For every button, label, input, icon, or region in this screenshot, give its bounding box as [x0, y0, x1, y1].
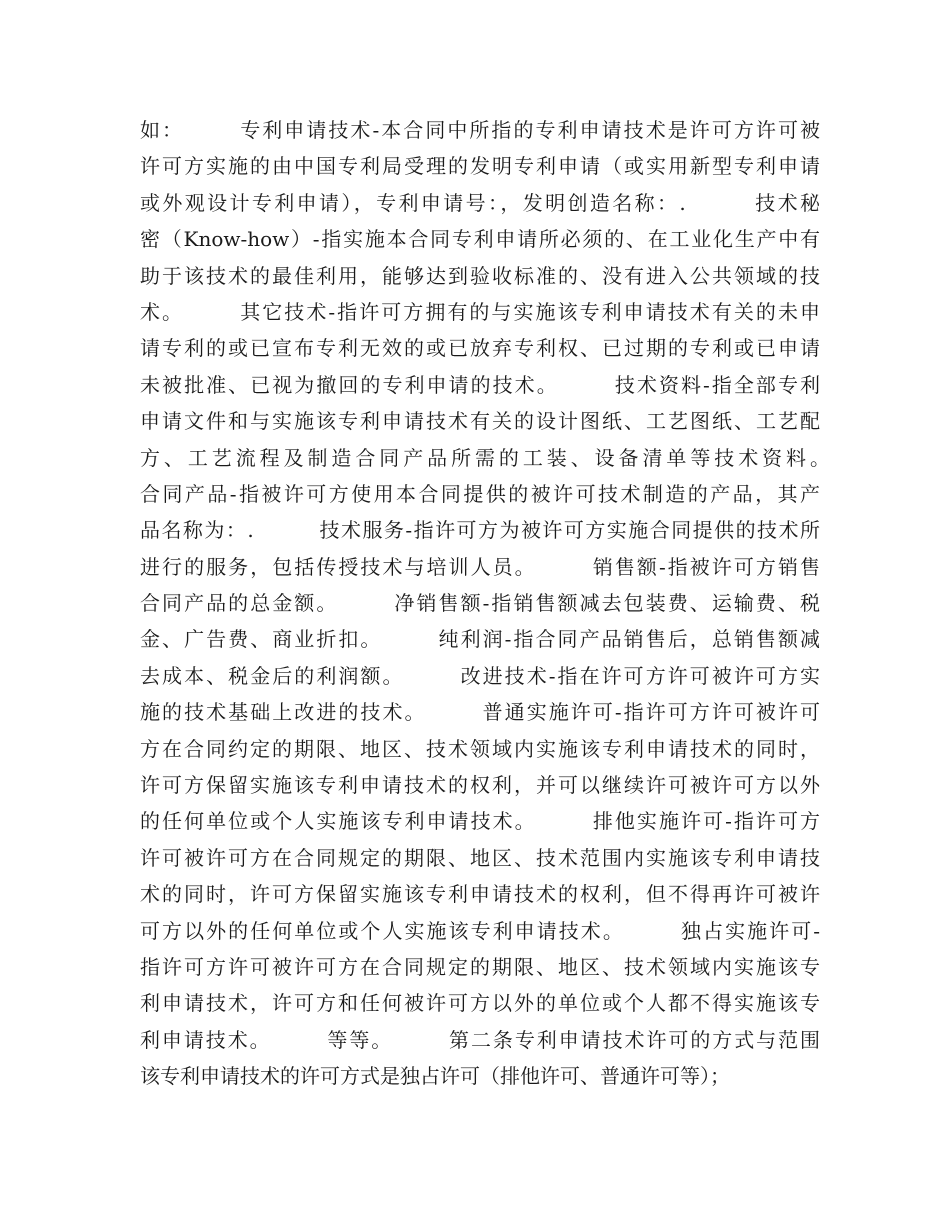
text-line: 或外观设计专利申请），专利申请号：，发明创造名称：. 技术秘	[140, 190, 820, 215]
text-line: 许可被许可方在合同规定的期限、地区、技术范围内实施该专利申请技	[140, 845, 820, 870]
contract-body-text	[140, 112, 880, 1095]
text-line: 金、广告费、商业折扣。 纯利润-指合同产品销售后，总销售额减	[140, 627, 820, 652]
text-line: 方、工艺流程及制造合同产品所需的工装、设备清单等技术资料。	[140, 445, 880, 470]
text-line: 合同产品-指被许可方使用本合同提供的被许可技术制造的产品，其产	[140, 481, 820, 506]
text-line: 请专利的或已宣布专利无效的或已放弃专利权、已过期的专利或已申请	[140, 336, 820, 361]
text-line: 合同产品的总金额。 净销售额-指销售额减去包装费、运输费、税	[140, 591, 820, 616]
text-line: 的任何单位或个人实施该专利申请技术。 排他实施许可-指许可方	[140, 809, 820, 834]
text-line: 助于该技术的最佳利用，能够达到验收标准的、没有进入公共领域的技	[140, 263, 820, 288]
text-line: 申请文件和与实施该专利申请技术有关的设计图纸、工艺图纸、工艺配	[140, 409, 820, 434]
text-line: 许可方实施的由中国专利局受理的发明专利申请（或实用新型专利申请	[140, 154, 820, 179]
text-line: 许可方保留实施该专利申请技术的权利，并可以继续许可被许可方以外	[140, 773, 820, 798]
text-line: 密（Know-how）-指实施本合同专利申请所必须的、在工业化生产中有	[140, 227, 820, 252]
text-line: 未被批准、已视为撤回的专利申请的技术。 技术资料-指全部专利	[140, 372, 820, 397]
text-line: 方在合同约定的期限、地区、技术领域内实施该专利申请技术的同时，	[140, 736, 820, 761]
text-line: 去成本、税金后的利润额。 改进技术-指在许可方许可被许可方实	[140, 663, 820, 688]
text-line: 术的同时，许可方保留实施该专利申请技术的权利，但不得再许可被许	[140, 882, 820, 907]
text-line: 指许可方许可被许可方在合同规定的期限、地区、技术领域内实施该专	[140, 954, 820, 979]
text-line: 利申请技术。 等等。 第二条专利申请技术许可的方式与范围	[140, 1027, 820, 1052]
text-line: 如： 专利申请技术-本合同中所指的专利申请技术是许可方许可被	[140, 118, 820, 142]
text-line: 利申请技术，许可方和任何被许可方以外的单位或个人都不得实施该专	[140, 991, 820, 1016]
text-line: 品名称为：. 技术服务-指许可方为被许可方实施合同提供的技术所	[140, 518, 820, 543]
text-line: 该专利申请技术的许可方式是独占许可（排他许可、普通许可等）；	[140, 1064, 730, 1089]
text-line: 术。 其它技术-指许可方拥有的与实施该专利申请技术有关的未申	[140, 299, 820, 324]
text-line: 进行的服务，包括传授技术与培训人员。 销售额-指被许可方销售	[140, 554, 820, 579]
text-line: 施的技术基础上改进的技术。 普通实施许可-指许可方许可被许可	[140, 700, 820, 725]
text-line: 可方以外的任何单位或个人实施该专利申请技术。 独占实施许可-	[140, 918, 820, 943]
